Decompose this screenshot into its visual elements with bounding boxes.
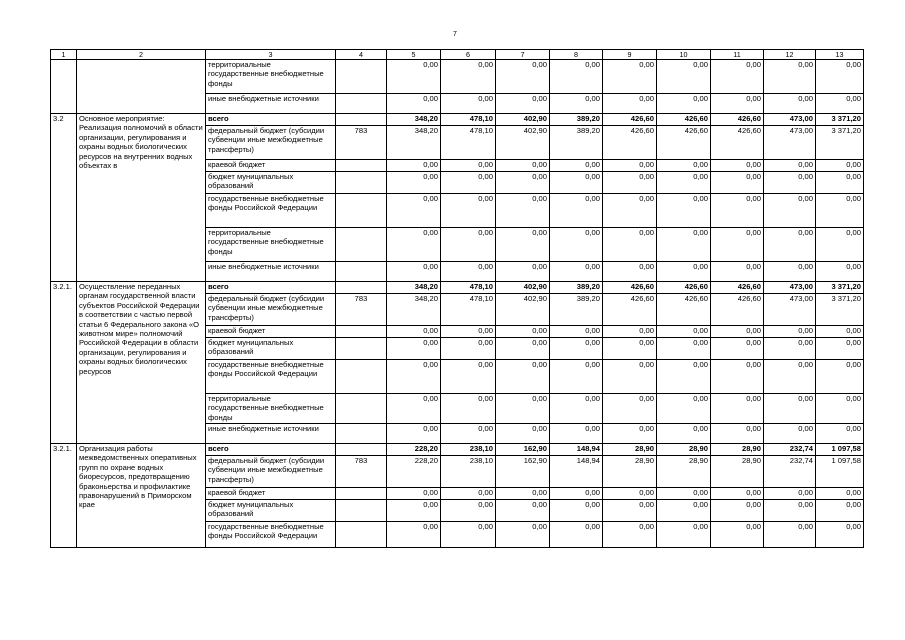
- amount-cell: 348,20: [387, 126, 441, 160]
- amount-cell: 426,60: [603, 126, 657, 160]
- budget-code: [336, 424, 387, 444]
- table-row: [51, 114, 864, 126]
- amount-cell: 0,00: [496, 94, 550, 114]
- item-number: 3.2.1.: [51, 444, 77, 548]
- funding-source: территориальные государственные внебюджетные фонды: [206, 394, 336, 424]
- measure-title: Осуществление переданных органам государственной власти субъектов Российской Федерации в соответствии с частью первой статьи 6 Федерального закона «О животном мире» полномочий Российской Федерации в области организации, регулирования и охраны водных биологических ресурсов: [77, 282, 206, 444]
- amount-cell: 232,74: [764, 444, 816, 456]
- column-number-header: 8: [550, 50, 603, 60]
- budget-code: [336, 228, 387, 262]
- funding-source: государственные внебюджетные фонды Российской Федерации: [206, 194, 336, 228]
- amount-cell: 0,00: [441, 60, 496, 94]
- funding-source: иные внебюджетные источники: [206, 94, 336, 114]
- table-row: [51, 444, 864, 456]
- amount-cell: 402,90: [496, 114, 550, 126]
- funding-source: бюджет муниципальных образований: [206, 338, 336, 360]
- amount-cell: 0,00: [711, 94, 764, 114]
- amount-cell: 348,20: [387, 282, 441, 294]
- amount-cell: 0,00: [496, 338, 550, 360]
- amount-cell: 0,00: [496, 160, 550, 172]
- amount-cell: 0,00: [711, 338, 764, 360]
- measure-title: [77, 60, 206, 114]
- amount-cell: 0,00: [657, 500, 711, 522]
- amount-cell: 0,00: [657, 172, 711, 194]
- amount-cell: 0,00: [387, 522, 441, 548]
- amount-cell: 473,00: [764, 294, 816, 326]
- amount-cell: 0,00: [657, 194, 711, 228]
- amount-cell: 402,90: [496, 294, 550, 326]
- item-number: [51, 60, 77, 114]
- amount-cell: 0,00: [816, 488, 864, 500]
- amount-cell: 0,00: [816, 394, 864, 424]
- budget-code: [336, 488, 387, 500]
- amount-cell: 0,00: [657, 326, 711, 338]
- amount-cell: 0,00: [711, 172, 764, 194]
- amount-cell: 0,00: [816, 424, 864, 444]
- amount-cell: 0,00: [816, 60, 864, 94]
- column-number-header: 11: [711, 50, 764, 60]
- amount-cell: 0,00: [603, 172, 657, 194]
- amount-cell: 0,00: [550, 160, 603, 172]
- funding-source: территориальные государственные внебюджетные фонды: [206, 60, 336, 94]
- amount-cell: 3 371,20: [816, 126, 864, 160]
- amount-cell: 0,00: [764, 488, 816, 500]
- budget-code: [336, 500, 387, 522]
- amount-cell: 0,00: [711, 326, 764, 338]
- amount-cell: 0,00: [764, 394, 816, 424]
- amount-cell: 0,00: [441, 194, 496, 228]
- amount-cell: 426,60: [657, 114, 711, 126]
- amount-cell: 473,00: [764, 126, 816, 160]
- amount-cell: 0,00: [657, 360, 711, 394]
- amount-cell: 473,00: [764, 114, 816, 126]
- column-number-header: 3: [206, 50, 336, 60]
- table-row: [51, 282, 864, 294]
- measure-title: Основное мероприятие: Реализация полномочий в области организации, регулирования и охраны водных биологических ресурсов на внутренних водных объектах в: [77, 114, 206, 282]
- amount-cell: 389,20: [550, 126, 603, 160]
- amount-cell: 0,00: [603, 500, 657, 522]
- amount-cell: 162,90: [496, 444, 550, 456]
- table-body: [51, 50, 864, 548]
- amount-cell: 0,00: [603, 394, 657, 424]
- amount-cell: 478,10: [441, 114, 496, 126]
- funding-source: федеральный бюджет (субсидии субвенции иные межбюджетные трансферты): [206, 126, 336, 160]
- budget-code: [336, 522, 387, 548]
- amount-cell: 0,00: [816, 338, 864, 360]
- amount-cell: 0,00: [603, 60, 657, 94]
- amount-cell: 348,20: [387, 114, 441, 126]
- amount-cell: 0,00: [550, 360, 603, 394]
- funding-source: государственные внебюджетные фонды Российской Федерации: [206, 360, 336, 394]
- amount-cell: 389,20: [550, 294, 603, 326]
- amount-cell: 0,00: [764, 338, 816, 360]
- amount-cell: 0,00: [550, 172, 603, 194]
- amount-cell: 478,10: [441, 126, 496, 160]
- column-number-header: 12: [764, 50, 816, 60]
- amount-cell: 28,90: [657, 444, 711, 456]
- amount-cell: 0,00: [441, 394, 496, 424]
- item-number: 3.2: [51, 114, 77, 282]
- amount-cell: 0,00: [387, 360, 441, 394]
- amount-cell: 0,00: [603, 94, 657, 114]
- amount-cell: 0,00: [711, 424, 764, 444]
- amount-cell: 478,10: [441, 282, 496, 294]
- amount-cell: 0,00: [550, 326, 603, 338]
- amount-cell: 0,00: [816, 94, 864, 114]
- amount-cell: 0,00: [550, 394, 603, 424]
- amount-cell: 0,00: [764, 262, 816, 282]
- amount-cell: 0,00: [816, 172, 864, 194]
- amount-cell: 426,60: [711, 282, 764, 294]
- amount-cell: 0,00: [711, 262, 764, 282]
- column-number-header: 7: [496, 50, 550, 60]
- amount-cell: 0,00: [816, 194, 864, 228]
- amount-cell: 0,00: [387, 172, 441, 194]
- amount-cell: 426,60: [657, 294, 711, 326]
- amount-cell: 0,00: [711, 488, 764, 500]
- amount-cell: 0,00: [550, 228, 603, 262]
- amount-cell: 0,00: [603, 194, 657, 228]
- amount-cell: 0,00: [603, 424, 657, 444]
- amount-cell: 402,90: [496, 126, 550, 160]
- amount-cell: 0,00: [657, 424, 711, 444]
- amount-cell: 0,00: [816, 326, 864, 338]
- amount-cell: 0,00: [764, 500, 816, 522]
- amount-cell: 0,00: [441, 262, 496, 282]
- amount-cell: 3 371,20: [816, 294, 864, 326]
- amount-cell: 0,00: [387, 488, 441, 500]
- amount-cell: 0,00: [496, 488, 550, 500]
- budget-code: [336, 114, 387, 126]
- budget-code: [336, 262, 387, 282]
- amount-cell: 0,00: [603, 262, 657, 282]
- amount-cell: 0,00: [657, 94, 711, 114]
- amount-cell: 0,00: [764, 522, 816, 548]
- amount-cell: 28,90: [657, 456, 711, 488]
- amount-cell: 0,00: [496, 172, 550, 194]
- column-number-header: 2: [77, 50, 206, 60]
- amount-cell: 0,00: [657, 338, 711, 360]
- amount-cell: 0,00: [711, 500, 764, 522]
- amount-cell: 28,90: [711, 456, 764, 488]
- funding-source: бюджет муниципальных образований: [206, 172, 336, 194]
- amount-cell: 0,00: [711, 60, 764, 94]
- amount-cell: 1 097,58: [816, 444, 864, 456]
- amount-cell: 0,00: [603, 338, 657, 360]
- amount-cell: 0,00: [496, 394, 550, 424]
- amount-cell: 0,00: [764, 360, 816, 394]
- funding-source: всего: [206, 114, 336, 126]
- funding-source: государственные внебюджетные фонды Российской Федерации: [206, 522, 336, 548]
- budget-code: [336, 60, 387, 94]
- amount-cell: 0,00: [441, 326, 496, 338]
- amount-cell: 0,00: [764, 172, 816, 194]
- amount-cell: 0,00: [603, 160, 657, 172]
- funding-source: краевой бюджет: [206, 160, 336, 172]
- funding-source: федеральный бюджет (субсидии субвенции иные межбюджетные трансферты): [206, 456, 336, 488]
- funding-source: федеральный бюджет (субсидии субвенции иные межбюджетные трансферты): [206, 294, 336, 326]
- amount-cell: 0,00: [711, 394, 764, 424]
- amount-cell: 228,20: [387, 444, 441, 456]
- amount-cell: 0,00: [441, 488, 496, 500]
- column-number-header: 1: [51, 50, 77, 60]
- amount-cell: 0,00: [764, 424, 816, 444]
- amount-cell: 0,00: [711, 194, 764, 228]
- column-number-header: 5: [387, 50, 441, 60]
- amount-cell: 426,60: [603, 294, 657, 326]
- amount-cell: 426,60: [711, 114, 764, 126]
- funding-source: иные внебюджетные источники: [206, 262, 336, 282]
- budget-code: 783: [336, 456, 387, 488]
- amount-cell: 0,00: [816, 522, 864, 548]
- amount-cell: 0,00: [387, 262, 441, 282]
- amount-cell: 0,00: [603, 228, 657, 262]
- amount-cell: 0,00: [496, 228, 550, 262]
- amount-cell: 0,00: [657, 488, 711, 500]
- amount-cell: 0,00: [441, 338, 496, 360]
- amount-cell: 0,00: [764, 326, 816, 338]
- funding-source: иные внебюджетные источники: [206, 424, 336, 444]
- amount-cell: 426,60: [603, 282, 657, 294]
- amount-cell: 0,00: [657, 160, 711, 172]
- amount-cell: 0,00: [387, 338, 441, 360]
- amount-cell: 0,00: [387, 160, 441, 172]
- amount-cell: 0,00: [550, 488, 603, 500]
- amount-cell: 426,60: [657, 282, 711, 294]
- amount-cell: 0,00: [816, 228, 864, 262]
- amount-cell: 0,00: [496, 326, 550, 338]
- amount-cell: 0,00: [550, 262, 603, 282]
- amount-cell: 402,90: [496, 282, 550, 294]
- amount-cell: 0,00: [550, 60, 603, 94]
- column-number-header: 4: [336, 50, 387, 60]
- column-number-header: 13: [816, 50, 864, 60]
- amount-cell: 0,00: [496, 262, 550, 282]
- budget-table: [50, 49, 864, 548]
- amount-cell: 0,00: [816, 500, 864, 522]
- amount-cell: 473,00: [764, 282, 816, 294]
- amount-cell: 0,00: [764, 60, 816, 94]
- budget-code: 783: [336, 294, 387, 326]
- amount-cell: 0,00: [496, 360, 550, 394]
- amount-cell: 0,00: [711, 522, 764, 548]
- amount-cell: 0,00: [387, 424, 441, 444]
- amount-cell: 0,00: [550, 94, 603, 114]
- amount-cell: 478,10: [441, 294, 496, 326]
- budget-code: [336, 326, 387, 338]
- amount-cell: 148,94: [550, 456, 603, 488]
- funding-source: всего: [206, 444, 336, 456]
- amount-cell: 0,00: [603, 360, 657, 394]
- amount-cell: 0,00: [816, 262, 864, 282]
- amount-cell: 0,00: [657, 228, 711, 262]
- amount-cell: 0,00: [387, 60, 441, 94]
- amount-cell: 148,94: [550, 444, 603, 456]
- amount-cell: 0,00: [441, 160, 496, 172]
- budget-code: [336, 160, 387, 172]
- amount-cell: 0,00: [441, 172, 496, 194]
- amount-cell: 0,00: [496, 424, 550, 444]
- amount-cell: 0,00: [764, 228, 816, 262]
- amount-cell: 3 371,20: [816, 282, 864, 294]
- budget-code: [336, 444, 387, 456]
- amount-cell: 0,00: [496, 500, 550, 522]
- amount-cell: 0,00: [387, 194, 441, 228]
- column-number-header: 9: [603, 50, 657, 60]
- column-number-header: 10: [657, 50, 711, 60]
- amount-cell: 0,00: [764, 194, 816, 228]
- amount-cell: 0,00: [711, 160, 764, 172]
- amount-cell: 0,00: [550, 522, 603, 548]
- amount-cell: 0,00: [387, 94, 441, 114]
- funding-source: территориальные государственные внебюджетные фонды: [206, 228, 336, 262]
- amount-cell: 0,00: [816, 160, 864, 172]
- amount-cell: 0,00: [550, 338, 603, 360]
- amount-cell: 28,90: [603, 456, 657, 488]
- amount-cell: 426,60: [711, 294, 764, 326]
- amount-cell: 3 371,20: [816, 114, 864, 126]
- amount-cell: 0,00: [764, 160, 816, 172]
- amount-cell: 426,60: [711, 126, 764, 160]
- budget-code: [336, 360, 387, 394]
- funding-source: краевой бюджет: [206, 326, 336, 338]
- amount-cell: 0,00: [711, 360, 764, 394]
- amount-cell: 0,00: [441, 500, 496, 522]
- amount-cell: 0,00: [657, 522, 711, 548]
- amount-cell: 348,20: [387, 294, 441, 326]
- amount-cell: 1 097,58: [816, 456, 864, 488]
- funding-source: всего: [206, 282, 336, 294]
- amount-cell: 232,74: [764, 456, 816, 488]
- amount-cell: 426,60: [657, 126, 711, 160]
- amount-cell: 0,00: [603, 488, 657, 500]
- amount-cell: 0,00: [657, 394, 711, 424]
- amount-cell: 0,00: [441, 228, 496, 262]
- amount-cell: 162,90: [496, 456, 550, 488]
- budget-code: [336, 394, 387, 424]
- measure-title: Организация работы межведомственных оперативных групп по охране водных биоресурсов, предотвращению браконьерства и профилактике правонарушений в Приморском крае: [77, 444, 206, 548]
- amount-cell: 389,20: [550, 282, 603, 294]
- budget-code: [336, 172, 387, 194]
- budget-code: [336, 194, 387, 228]
- amount-cell: 0,00: [496, 60, 550, 94]
- amount-cell: 0,00: [657, 60, 711, 94]
- funding-source: краевой бюджет: [206, 488, 336, 500]
- budget-code: [336, 94, 387, 114]
- amount-cell: 0,00: [550, 194, 603, 228]
- budget-code: [336, 338, 387, 360]
- table-row: [51, 60, 864, 94]
- funding-source: бюджет муниципальных образований: [206, 500, 336, 522]
- amount-cell: 0,00: [387, 228, 441, 262]
- amount-cell: 0,00: [496, 194, 550, 228]
- page-number: 7: [453, 31, 457, 38]
- amount-cell: 0,00: [387, 326, 441, 338]
- amount-cell: 0,00: [441, 424, 496, 444]
- amount-cell: 0,00: [711, 228, 764, 262]
- amount-cell: 0,00: [764, 94, 816, 114]
- amount-cell: 0,00: [657, 262, 711, 282]
- amount-cell: 0,00: [441, 522, 496, 548]
- amount-cell: 0,00: [387, 500, 441, 522]
- amount-cell: 0,00: [496, 522, 550, 548]
- amount-cell: 238,10: [441, 444, 496, 456]
- amount-cell: 389,20: [550, 114, 603, 126]
- column-number-row: [51, 50, 864, 60]
- amount-cell: 0,00: [603, 326, 657, 338]
- amount-cell: 426,60: [603, 114, 657, 126]
- amount-cell: 238,10: [441, 456, 496, 488]
- amount-cell: 0,00: [441, 94, 496, 114]
- amount-cell: 28,90: [603, 444, 657, 456]
- amount-cell: 0,00: [816, 360, 864, 394]
- amount-cell: 0,00: [387, 394, 441, 424]
- amount-cell: 228,20: [387, 456, 441, 488]
- budget-code: 783: [336, 126, 387, 160]
- amount-cell: 28,90: [711, 444, 764, 456]
- budget-code: [336, 282, 387, 294]
- amount-cell: 0,00: [441, 360, 496, 394]
- amount-cell: 0,00: [550, 424, 603, 444]
- column-number-header: 6: [441, 50, 496, 60]
- item-number: 3.2.1.: [51, 282, 77, 444]
- amount-cell: 0,00: [603, 522, 657, 548]
- amount-cell: 0,00: [550, 500, 603, 522]
